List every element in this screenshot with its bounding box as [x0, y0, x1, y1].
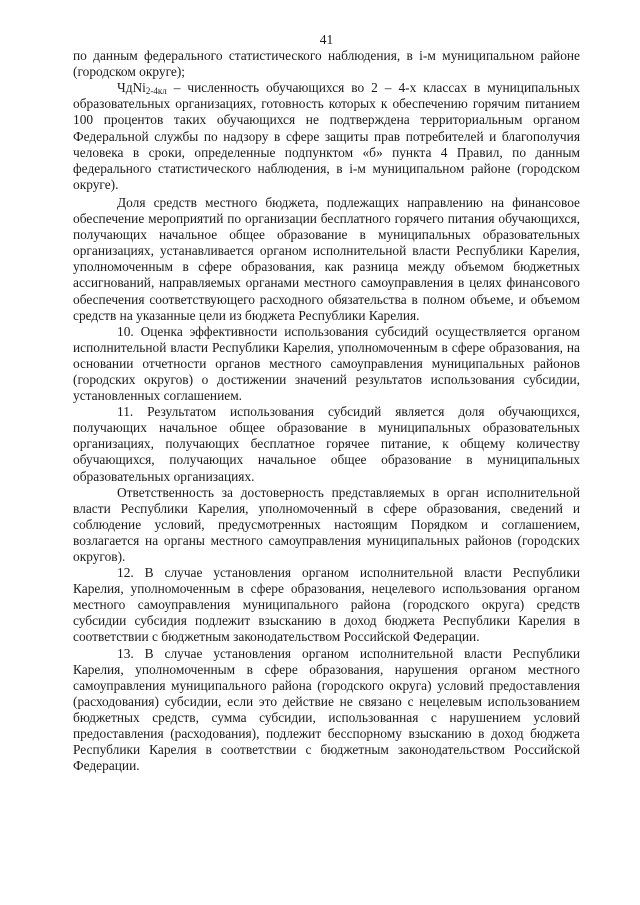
paragraph-formula-definition: [73, 80, 580, 193]
paragraph-local-budget-share: Доля средств местного бюджета, подлежащих направлению на финансовое обеспечение мероприятий по организации бесплатного горячего питания обучающихся, получающих начальное общее образование в муниципальных образовательных организациях, устанавливается органом исполнительной власти Республики Карелия, уполномоченным в сфере образования, как разница между объемом бюджетных ассигнований, направляемых органами местного самоуправления в целях финансового обеспечения соответствующего расходного обязательства в полном объеме, и объемом средств на указанные цели из бюджета Республики Карелия.: [73, 194, 580, 323]
paragraph-item-10: 10. Оценка эффективности использования субсидий осуществляется органом исполнительной власти Республики Карелия, уполномоченным в сфере образования, на основании отчетности органов местного самоуправления муниципальных районов (городских округов) о достижении значений результатов использования субсидии, установленных соглашением.: [73, 323, 580, 404]
formula-definition-text: – численность обучающихся во 2 – 4-х классах в муниципальных образовательных организациях, готовность которых к обеспечению горячим питанием 100 процентов таких обучающихся не подтверждена территориальным органом Федеральной службы по надзору в сфере защиты прав потребителей и благополучия человека в сроки, определенные подпунктом «б» пункта 4 Правил, по данным федерального статистического наблюдения, в i-м муниципальном районе (городском округе).: [73, 80, 580, 192]
paragraph-responsibility: Ответственность за достоверность представляемых в орган исполнительной власти Республики Карелия, уполномоченный в сфере образования, сведений и соблюдение условий, предусмотренных настоящим Порядком и соглашением, возлагается на органы местного самоуправления муниципальных районов (городских округов).: [73, 484, 580, 564]
paragraph-item-13: 13. В случае установления органом исполнительной власти Республики Карелия, уполномоченным в сфере образования, нарушения органом местного самоуправления муниципального района (городского округа) условий предоставления (расходования) субсидии, если это действие не связано с нецелевым использованием бюджетных средств, сумма субсидии, использованная с нарушением условий предоставления (расходования), подлежит бесспорному взысканию в доход бюджета Республики Карелия в соответствии с бюджетным законодательством Российской Федерации.: [73, 645, 580, 774]
formula-subscript: 2-4кл: [145, 86, 167, 97]
paragraph-item-12: 12. В случае установления органом исполнительной власти Республики Карелия, уполномоченным в сфере образования, нецелевого использования органом местного самоуправления муниципального района (городского округа) средств субсидии субсидия подлежит взысканию в доход бюджета Республики Карелия в соответствии с бюджетным законодательством Российской Федерации.: [73, 565, 580, 645]
paragraph-continuation: по данным федерального статистического наблюдения, в i-м муниципальном районе (городском округе);: [73, 48, 580, 80]
page-number: 41: [319, 32, 334, 47]
formula-symbol: ЧдNi: [117, 80, 146, 96]
paragraph-item-11: 11. Результатом использования субсидий является доля обучающихся, получающих начальное общее образование в муниципальных образовательных организациях, получающих бесплатное горячее питание, к общему количеству обучающихся, получающих начальное общее образование в муниципальных образовательных организациях.: [73, 404, 580, 484]
